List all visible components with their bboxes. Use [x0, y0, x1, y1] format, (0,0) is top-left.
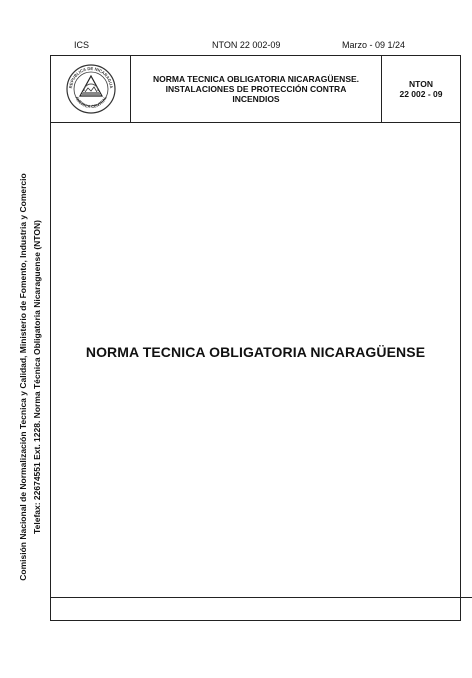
- svg-text:AMERICA CENTRAL: [74, 95, 108, 109]
- document-code-top: NTON 22 002-09: [212, 40, 281, 50]
- document-frame: [50, 55, 461, 621]
- side-commission-text: Comisión Nacional de Normalización Tecnica y Calidad, Ministerio de Fomento, Industria y Comercio: [18, 173, 28, 581]
- document-header: [51, 56, 460, 123]
- logo-cell: [51, 56, 131, 122]
- header-code-line2: 22 002 - 09: [399, 89, 443, 99]
- seal-icon: [65, 63, 117, 115]
- seal-ring-top-text: REPUBLICA DE NICARAGUA: [67, 65, 114, 89]
- header-title-line2: INSTALACIONES DE PROTECCIÓN CONTRA: [165, 84, 347, 94]
- header-title-line3: INCENDIOS: [232, 94, 280, 104]
- header-title-line1: NORMA TECNICA OBLIGATORIA NICARAGÜENSE.: [152, 74, 360, 84]
- ics-label: ICS: [74, 40, 90, 50]
- bottom-divider: [50, 597, 472, 598]
- main-title: NORMA TECNICA OBLIGATORIA NICARAGÜENSE: [85, 344, 426, 360]
- side-telefax-text: Telefax: 22674551 Ext. 1228. Norma Técnica Obligatoria Nicaraguense (NTON): [32, 220, 42, 534]
- header-code-line1: NTON: [409, 79, 433, 89]
- date-page-label: Marzo - 09 1/24: [342, 40, 406, 50]
- seal-ring-bottom-text: AMERICA CENTRAL: [73, 95, 108, 110]
- header-code-cell: [382, 56, 460, 122]
- header-title-cell: [131, 56, 382, 122]
